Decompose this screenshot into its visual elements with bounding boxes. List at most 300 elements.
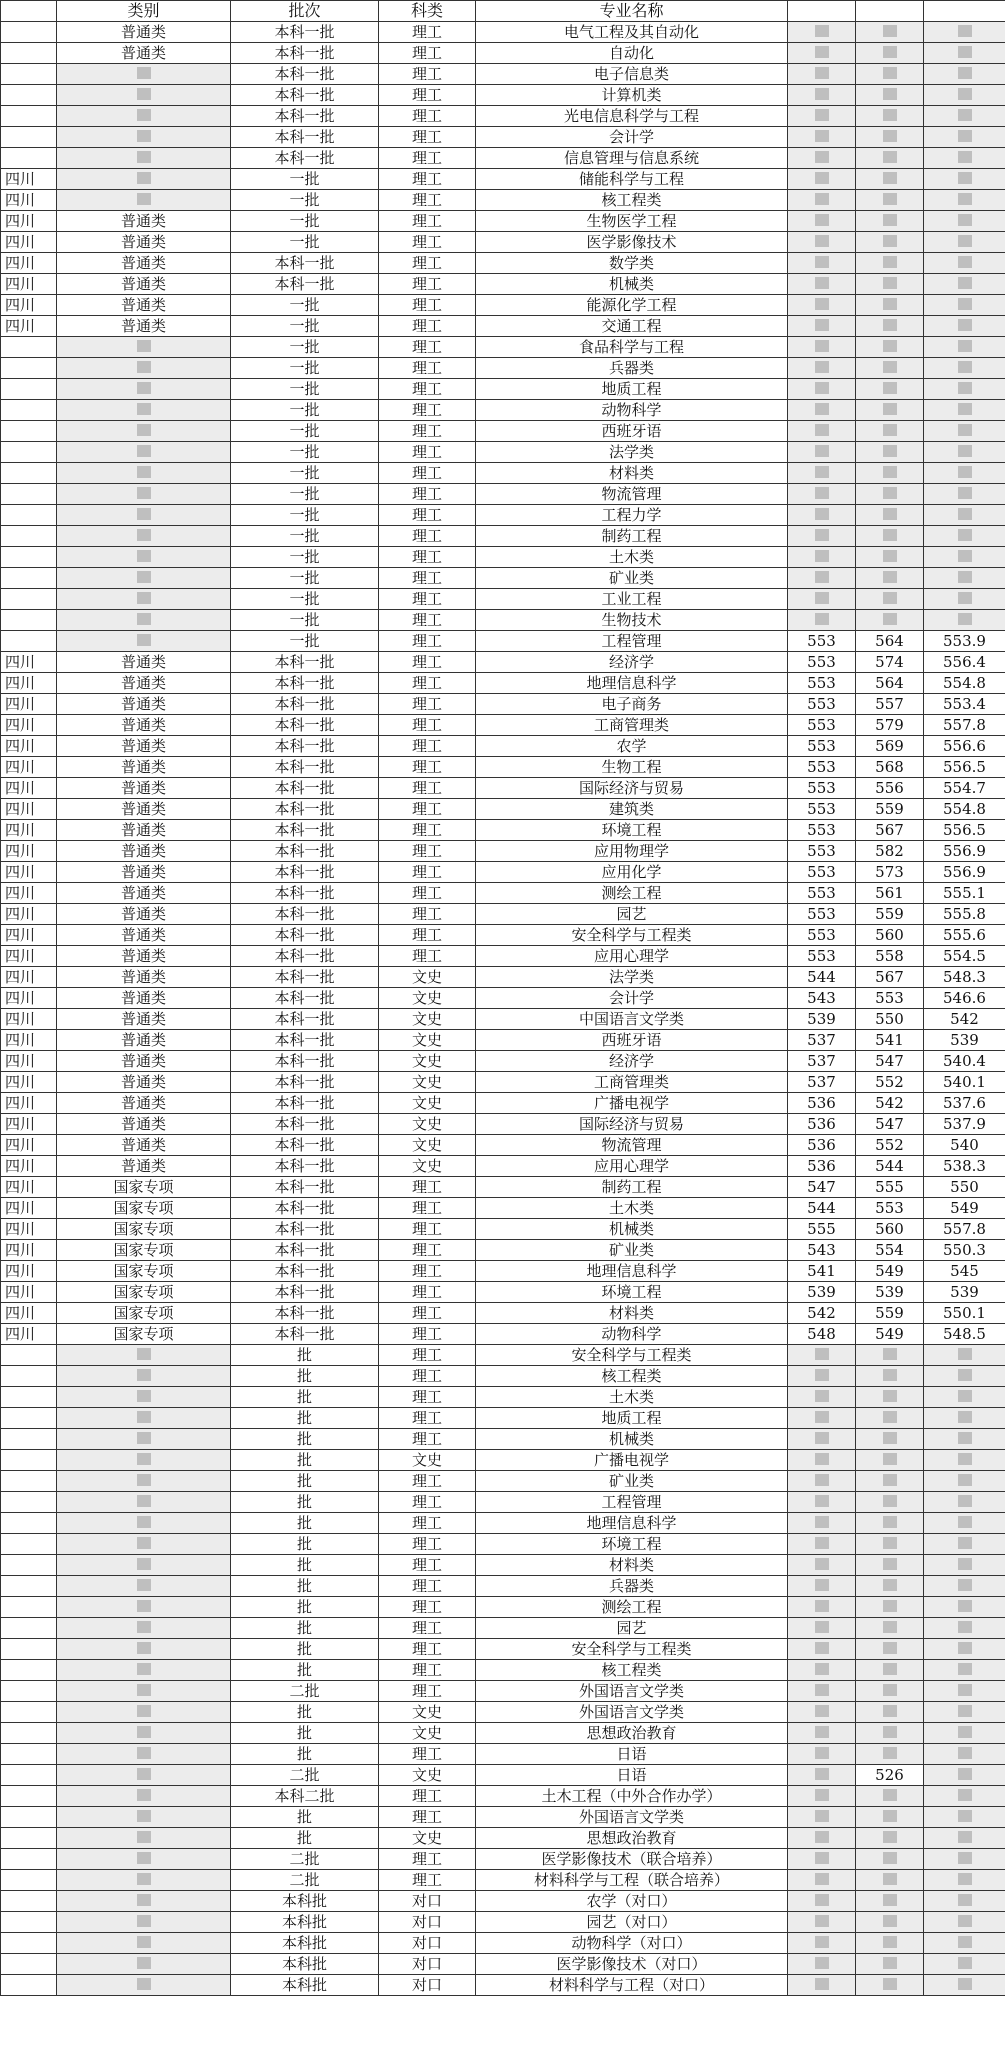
cell-subject: 理工 xyxy=(379,442,476,463)
cell-subject: 理工 xyxy=(379,526,476,547)
cell-max-score xyxy=(856,1639,924,1660)
cell-avg-score xyxy=(924,1534,1005,1555)
header-province xyxy=(1,1,57,22)
cell-max-score xyxy=(856,127,924,148)
cell-avg-score xyxy=(924,589,1005,610)
cell-batch: 本科一批 xyxy=(231,988,379,1009)
cell-category: 普通类 xyxy=(57,1009,231,1030)
cell-subject: 理工 xyxy=(379,883,476,904)
cell-subject: 理工 xyxy=(379,1366,476,1387)
cell-max-score: 574 xyxy=(856,652,924,673)
cell-batch: 批 xyxy=(231,1723,379,1744)
cell-avg-score xyxy=(924,1618,1005,1639)
cell-max-score xyxy=(856,253,924,274)
cell-category xyxy=(57,547,231,568)
cell-max-score xyxy=(856,1429,924,1450)
cell-major: 农学（对口） xyxy=(476,1891,788,1912)
cell-major: 外国语言文学类 xyxy=(476,1807,788,1828)
cell-avg-score xyxy=(924,1681,1005,1702)
cell-subject: 理工 xyxy=(379,1618,476,1639)
table-row xyxy=(1,589,1005,610)
cell-batch: 批 xyxy=(231,1471,379,1492)
cell-category: 普通类 xyxy=(57,820,231,841)
cell-min-score xyxy=(788,1576,856,1597)
table-row xyxy=(1,43,1005,64)
cell-subject: 文史 xyxy=(379,1765,476,1786)
cell-subject: 理工 xyxy=(379,1261,476,1282)
cell-subject: 理工 xyxy=(379,673,476,694)
cell-avg-score xyxy=(924,1366,1005,1387)
cell-min-score xyxy=(788,1933,856,1954)
cell-avg-score xyxy=(924,211,1005,232)
cell-min-score: 553 xyxy=(788,841,856,862)
cell-category xyxy=(57,1660,231,1681)
cell-avg-score xyxy=(924,274,1005,295)
cell-min-score xyxy=(788,1828,856,1849)
cell-min-score: 553 xyxy=(788,736,856,757)
cell-max-score xyxy=(856,1723,924,1744)
cell-min-score: 553 xyxy=(788,946,856,967)
table-row xyxy=(1,1345,1005,1366)
cell-major: 国际经济与贸易 xyxy=(476,778,788,799)
cell-province xyxy=(1,1366,57,1387)
cell-province xyxy=(1,610,57,631)
cell-batch: 批 xyxy=(231,1576,379,1597)
cell-max-score xyxy=(856,1492,924,1513)
cell-min-score: 553 xyxy=(788,673,856,694)
cell-major: 矿业类 xyxy=(476,1240,788,1261)
cell-major: 地质工程 xyxy=(476,1408,788,1429)
cell-province xyxy=(1,1849,57,1870)
table-row xyxy=(1,1513,1005,1534)
cell-major: 工程管理 xyxy=(476,631,788,652)
cell-batch: 批 xyxy=(231,1450,379,1471)
cell-major: 经济学 xyxy=(476,652,788,673)
cell-category: 普通类 xyxy=(57,22,231,43)
table-row xyxy=(1,736,1005,757)
cell-batch: 一批 xyxy=(231,211,379,232)
cell-batch: 本科一批 xyxy=(231,1303,379,1324)
cell-major: 电子商务 xyxy=(476,694,788,715)
cell-province: 四川 xyxy=(1,799,57,820)
cell-max-score: 553 xyxy=(856,1198,924,1219)
cell-batch: 一批 xyxy=(231,505,379,526)
cell-max-score: 559 xyxy=(856,904,924,925)
cell-avg-score: 548.5 xyxy=(924,1324,1005,1345)
cell-max-score: 559 xyxy=(856,1303,924,1324)
cell-avg-score: 556.9 xyxy=(924,862,1005,883)
cell-category xyxy=(57,358,231,379)
cell-avg-score xyxy=(924,1912,1005,1933)
cell-province: 四川 xyxy=(1,883,57,904)
cell-province: 四川 xyxy=(1,1051,57,1072)
cell-subject: 对口 xyxy=(379,1954,476,1975)
table-row xyxy=(1,316,1005,337)
cell-min-score: 553 xyxy=(788,883,856,904)
cell-major: 工商管理类 xyxy=(476,715,788,736)
cell-major: 医学影像技术 xyxy=(476,232,788,253)
cell-avg-score xyxy=(924,547,1005,568)
table-row xyxy=(1,631,1005,652)
cell-province xyxy=(1,1639,57,1660)
cell-min-score: 539 xyxy=(788,1009,856,1030)
cell-batch: 本科一批 xyxy=(231,1240,379,1261)
cell-category xyxy=(57,337,231,358)
cell-avg-score xyxy=(924,1723,1005,1744)
table-row xyxy=(1,1177,1005,1198)
cell-max-score xyxy=(856,589,924,610)
cell-subject: 理工 xyxy=(379,400,476,421)
cell-batch: 一批 xyxy=(231,316,379,337)
cell-major: 国际经济与贸易 xyxy=(476,1114,788,1135)
cell-category: 普通类 xyxy=(57,694,231,715)
cell-batch: 本科一批 xyxy=(231,1219,379,1240)
cell-category: 普通类 xyxy=(57,1051,231,1072)
cell-min-score: 537 xyxy=(788,1072,856,1093)
cell-subject: 对口 xyxy=(379,1975,476,1996)
cell-province: 四川 xyxy=(1,946,57,967)
cell-major: 安全科学与工程类 xyxy=(476,925,788,946)
cell-avg-score xyxy=(924,1597,1005,1618)
cell-avg-score xyxy=(924,484,1005,505)
cell-max-score xyxy=(856,568,924,589)
cell-subject: 理工 xyxy=(379,295,476,316)
cell-avg-score xyxy=(924,379,1005,400)
cell-max-score xyxy=(856,43,924,64)
cell-category: 国家专项 xyxy=(57,1324,231,1345)
cell-province xyxy=(1,526,57,547)
cell-avg-score: 537.6 xyxy=(924,1093,1005,1114)
cell-subject: 理工 xyxy=(379,1219,476,1240)
cell-max-score xyxy=(856,400,924,421)
cell-max-score xyxy=(856,1954,924,1975)
cell-batch: 本科一批 xyxy=(231,967,379,988)
cell-subject: 理工 xyxy=(379,1534,476,1555)
cell-subject: 文史 xyxy=(379,1114,476,1135)
cell-batch: 一批 xyxy=(231,589,379,610)
cell-batch: 一批 xyxy=(231,337,379,358)
table-row xyxy=(1,253,1005,274)
cell-subject: 理工 xyxy=(379,1282,476,1303)
cell-max-score: 569 xyxy=(856,736,924,757)
cell-avg-score: 556.5 xyxy=(924,757,1005,778)
cell-min-score: 547 xyxy=(788,1177,856,1198)
cell-category xyxy=(57,1366,231,1387)
cell-batch: 批 xyxy=(231,1828,379,1849)
cell-avg-score: 540 xyxy=(924,1135,1005,1156)
cell-max-score xyxy=(856,169,924,190)
cell-major: 会计学 xyxy=(476,988,788,1009)
cell-batch: 本科一批 xyxy=(231,694,379,715)
table-row xyxy=(1,190,1005,211)
cell-subject: 理工 xyxy=(379,148,476,169)
cell-min-score xyxy=(788,106,856,127)
cell-category xyxy=(57,1765,231,1786)
cell-province xyxy=(1,358,57,379)
cell-category xyxy=(57,421,231,442)
cell-batch: 本科一批 xyxy=(231,841,379,862)
cell-max-score: 567 xyxy=(856,967,924,988)
cell-subject: 文史 xyxy=(379,988,476,1009)
cell-max-score: 568 xyxy=(856,757,924,778)
cell-max-score xyxy=(856,106,924,127)
header-category: 类别 xyxy=(57,1,231,22)
cell-min-score: 542 xyxy=(788,1303,856,1324)
table-row xyxy=(1,463,1005,484)
cell-province xyxy=(1,1597,57,1618)
cell-category: 普通类 xyxy=(57,43,231,64)
table-row xyxy=(1,1702,1005,1723)
cell-avg-score: 557.8 xyxy=(924,715,1005,736)
cell-category: 普通类 xyxy=(57,1072,231,1093)
cell-category xyxy=(57,1555,231,1576)
table-row xyxy=(1,1723,1005,1744)
cell-category xyxy=(57,1429,231,1450)
cell-province xyxy=(1,1786,57,1807)
cell-subject: 理工 xyxy=(379,610,476,631)
cell-major: 工程管理 xyxy=(476,1492,788,1513)
cell-major: 应用心理学 xyxy=(476,946,788,967)
cell-category: 普通类 xyxy=(57,1093,231,1114)
table-row xyxy=(1,64,1005,85)
cell-province xyxy=(1,1534,57,1555)
table-row xyxy=(1,1450,1005,1471)
cell-max-score xyxy=(856,1387,924,1408)
cell-batch: 一批 xyxy=(231,295,379,316)
cell-province xyxy=(1,1660,57,1681)
cell-province xyxy=(1,1912,57,1933)
cell-avg-score xyxy=(924,316,1005,337)
table-row xyxy=(1,1324,1005,1345)
cell-category xyxy=(57,106,231,127)
table-row xyxy=(1,1471,1005,1492)
cell-min-score xyxy=(788,1471,856,1492)
cell-min-score: 553 xyxy=(788,694,856,715)
cell-min-score: 553 xyxy=(788,757,856,778)
cell-min-score xyxy=(788,505,856,526)
table-row xyxy=(1,526,1005,547)
cell-category xyxy=(57,1639,231,1660)
cell-batch: 本科一批 xyxy=(231,106,379,127)
cell-subject: 文史 xyxy=(379,1072,476,1093)
cell-batch: 本科一批 xyxy=(231,1282,379,1303)
cell-subject: 文史 xyxy=(379,1156,476,1177)
cell-province xyxy=(1,85,57,106)
cell-min-score: 555 xyxy=(788,1219,856,1240)
cell-min-score: 553 xyxy=(788,778,856,799)
table-row xyxy=(1,1660,1005,1681)
table-row xyxy=(1,1114,1005,1135)
cell-category xyxy=(57,400,231,421)
cell-subject: 理工 xyxy=(379,484,476,505)
cell-province xyxy=(1,106,57,127)
header-avg xyxy=(924,1,1005,22)
header-batch: 批次 xyxy=(231,1,379,22)
cell-avg-score xyxy=(924,1807,1005,1828)
cell-province: 四川 xyxy=(1,1177,57,1198)
cell-major: 园艺 xyxy=(476,904,788,925)
cell-province xyxy=(1,631,57,652)
cell-category: 普通类 xyxy=(57,232,231,253)
cell-category xyxy=(57,1849,231,1870)
cell-category xyxy=(57,190,231,211)
cell-subject: 理工 xyxy=(379,1240,476,1261)
cell-province xyxy=(1,1807,57,1828)
cell-subject: 理工 xyxy=(379,1492,476,1513)
cell-province: 四川 xyxy=(1,694,57,715)
table-row xyxy=(1,274,1005,295)
cell-batch: 批 xyxy=(231,1513,379,1534)
table-row xyxy=(1,1240,1005,1261)
cell-min-score xyxy=(788,1681,856,1702)
cell-province xyxy=(1,1576,57,1597)
cell-major: 动物科学 xyxy=(476,1324,788,1345)
cell-max-score: 556 xyxy=(856,778,924,799)
cell-avg-score xyxy=(924,1828,1005,1849)
cell-subject: 理工 xyxy=(379,1555,476,1576)
cell-category: 普通类 xyxy=(57,1114,231,1135)
cell-province xyxy=(1,463,57,484)
cell-subject: 文史 xyxy=(379,1450,476,1471)
cell-min-score xyxy=(788,421,856,442)
cell-min-score xyxy=(788,589,856,610)
cell-avg-score xyxy=(924,1387,1005,1408)
cell-avg-score xyxy=(924,1555,1005,1576)
cell-category xyxy=(57,1387,231,1408)
cell-subject: 理工 xyxy=(379,85,476,106)
cell-avg-score xyxy=(924,400,1005,421)
cell-avg-score: 554.8 xyxy=(924,799,1005,820)
cell-province xyxy=(1,22,57,43)
cell-subject: 文史 xyxy=(379,1828,476,1849)
cell-province xyxy=(1,1828,57,1849)
cell-max-score: 526 xyxy=(856,1765,924,1786)
cell-category: 国家专项 xyxy=(57,1219,231,1240)
cell-category: 普通类 xyxy=(57,799,231,820)
cell-province xyxy=(1,379,57,400)
cell-major: 物流管理 xyxy=(476,1135,788,1156)
cell-min-score xyxy=(788,253,856,274)
cell-avg-score: 554.5 xyxy=(924,946,1005,967)
cell-avg-score xyxy=(924,169,1005,190)
cell-max-score: 541 xyxy=(856,1030,924,1051)
cell-category: 普通类 xyxy=(57,778,231,799)
cell-avg-score xyxy=(924,1639,1005,1660)
cell-subject: 理工 xyxy=(379,1408,476,1429)
cell-min-score: 553 xyxy=(788,799,856,820)
cell-min-score xyxy=(788,1618,856,1639)
cell-province xyxy=(1,127,57,148)
cell-avg-score: 555.1 xyxy=(924,883,1005,904)
cell-batch: 批 xyxy=(231,1429,379,1450)
cell-batch: 本科一批 xyxy=(231,1261,379,1282)
cell-batch: 批 xyxy=(231,1660,379,1681)
table-row xyxy=(1,862,1005,883)
cell-max-score: 554 xyxy=(856,1240,924,1261)
cell-batch: 一批 xyxy=(231,421,379,442)
table-row xyxy=(1,1156,1005,1177)
cell-max-score xyxy=(856,1366,924,1387)
cell-batch: 本科一批 xyxy=(231,43,379,64)
cell-province: 四川 xyxy=(1,1219,57,1240)
cell-max-score: 567 xyxy=(856,820,924,841)
cell-min-score xyxy=(788,1702,856,1723)
cell-min-score xyxy=(788,526,856,547)
table-row xyxy=(1,22,1005,43)
cell-max-score xyxy=(856,1660,924,1681)
cell-min-score xyxy=(788,1891,856,1912)
cell-subject: 理工 xyxy=(379,1177,476,1198)
table-row xyxy=(1,1576,1005,1597)
cell-major: 核工程类 xyxy=(476,1660,788,1681)
table-row xyxy=(1,1198,1005,1219)
cell-batch: 批 xyxy=(231,1345,379,1366)
table-row xyxy=(1,1828,1005,1849)
cell-major: 经济学 xyxy=(476,1051,788,1072)
cell-category: 普通类 xyxy=(57,862,231,883)
cell-major: 信息管理与信息系统 xyxy=(476,148,788,169)
cell-batch: 本科一批 xyxy=(231,1030,379,1051)
table-row xyxy=(1,1366,1005,1387)
cell-category: 普通类 xyxy=(57,988,231,1009)
cell-max-score xyxy=(856,1870,924,1891)
table-row xyxy=(1,1261,1005,1282)
table-row xyxy=(1,1303,1005,1324)
cell-major: 西班牙语 xyxy=(476,421,788,442)
table-row xyxy=(1,1954,1005,1975)
cell-min-score xyxy=(788,43,856,64)
cell-min-score: 537 xyxy=(788,1051,856,1072)
cell-subject: 理工 xyxy=(379,337,476,358)
cell-subject: 理工 xyxy=(379,1324,476,1345)
table-row xyxy=(1,1975,1005,1996)
cell-max-score xyxy=(856,610,924,631)
cell-min-score xyxy=(788,232,856,253)
cell-max-score: 564 xyxy=(856,673,924,694)
cell-subject: 理工 xyxy=(379,316,476,337)
cell-major: 测绘工程 xyxy=(476,1597,788,1618)
cell-min-score: 544 xyxy=(788,967,856,988)
cell-province xyxy=(1,1450,57,1471)
cell-max-score xyxy=(856,547,924,568)
cell-subject: 理工 xyxy=(379,169,476,190)
cell-max-score xyxy=(856,484,924,505)
cell-avg-score: 539 xyxy=(924,1030,1005,1051)
cell-category xyxy=(57,1933,231,1954)
cell-province: 四川 xyxy=(1,295,57,316)
cell-category xyxy=(57,1450,231,1471)
cell-category xyxy=(57,568,231,589)
cell-province: 四川 xyxy=(1,232,57,253)
cell-batch: 批 xyxy=(231,1807,379,1828)
table-row xyxy=(1,421,1005,442)
cell-province xyxy=(1,1975,57,1996)
cell-subject: 文史 xyxy=(379,1093,476,1114)
cell-max-score: 549 xyxy=(856,1324,924,1345)
cell-category: 普通类 xyxy=(57,757,231,778)
cell-min-score xyxy=(788,1408,856,1429)
table-row xyxy=(1,1009,1005,1030)
cell-batch: 本科一批 xyxy=(231,253,379,274)
cell-min-score: 537 xyxy=(788,1030,856,1051)
cell-max-score xyxy=(856,358,924,379)
cell-batch: 本科批 xyxy=(231,1912,379,1933)
cell-major: 应用化学 xyxy=(476,862,788,883)
cell-subject: 理工 xyxy=(379,1513,476,1534)
cell-subject: 理工 xyxy=(379,190,476,211)
cell-max-score xyxy=(856,1933,924,1954)
cell-min-score xyxy=(788,1639,856,1660)
